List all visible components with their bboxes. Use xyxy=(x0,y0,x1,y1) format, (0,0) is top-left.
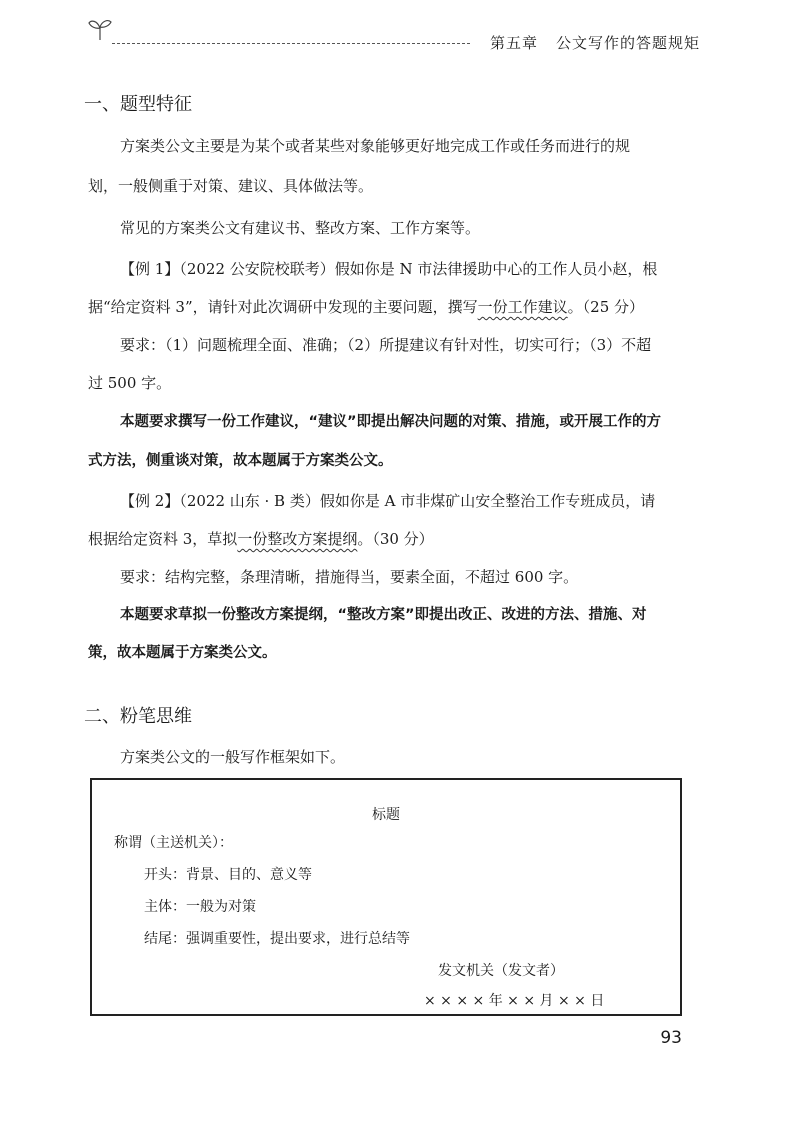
task-emphasis: 一份整改方案提纲 xyxy=(237,530,358,548)
requirement-line: 要求：（1）问题梳理全面、准确；（2）所提建议有针对性，切实可行；（3）不超 xyxy=(120,336,652,354)
header-rule xyxy=(112,43,470,44)
header-title xyxy=(490,32,700,53)
frame-date: × × × × 年 × × 月 × × 日 xyxy=(424,993,605,1009)
paragraph-line: 常见的方案类公文有建议书、整改方案、工作方案等。 xyxy=(120,219,481,237)
frame-title: 标题 xyxy=(372,807,400,823)
example-2-tag: 【例 2】 xyxy=(120,492,180,510)
section-heading-2: 二、粉笔思维 xyxy=(84,706,192,727)
frame-sender: 发文机关（发文者） xyxy=(438,963,564,979)
frame-ending: 结尾：强调重要性，提出要求，进行总结等 xyxy=(144,931,410,947)
chapter-title: 公文写作的答题规矩 xyxy=(555,34,700,52)
frame-body: 主体：一般为对策 xyxy=(144,899,256,915)
example-1-line: 据“给定资料 3”，请针对此次调研中发现的主要问题，撰写一份工作建议。（25 分） xyxy=(88,298,645,316)
running-header xyxy=(88,14,700,54)
frame-opening: 开头：背景、目的、意义等 xyxy=(144,867,312,883)
requirement-line: 过 500 字。 xyxy=(88,374,172,392)
analysis-line: 策，故本题属于方案类公文。 xyxy=(88,645,277,661)
analysis-line: 本题要求草拟一份整改方案提纲，“整改方案”即提出改正、改进的方法、措施、对 xyxy=(120,607,647,623)
requirement-line: 要求：结构完整，条理清晰，措施得当，要素全面，不超过 600 字。 xyxy=(120,568,579,586)
analysis-line: 本题要求撰写一份工作建议，“建议”即提出解决问题的对策、措施，或开展工作的方 xyxy=(120,414,662,430)
sprout-icon xyxy=(88,16,112,42)
section-heading-1: 一、题型特征 xyxy=(84,94,192,115)
example-2-line: 【例 2】（2022 山东 · B 类）假如你是 A 市非煤矿山安全整治工作专班成员，请 xyxy=(120,492,656,510)
example-2-line: 根据给定资料 3，草拟一份整改方案提纲。（30 分） xyxy=(88,530,434,548)
writing-framework-box xyxy=(90,778,682,1016)
chapter-label: 第五章 xyxy=(489,34,538,52)
example-1-tag: 【例 1】 xyxy=(120,260,180,278)
task-emphasis: 一份工作建议 xyxy=(477,298,568,316)
frame-salutation: 称谓（主送机关）： xyxy=(114,835,233,851)
example-1-line: 【例 1】（2022 公安院校联考）假如你是 N 市法律援助中心的工作人员小赵，根 xyxy=(120,260,658,278)
analysis-line: 式方法，侧重谈对策，故本题属于方案类公文。 xyxy=(88,453,393,469)
page-number: 93 xyxy=(660,1028,682,1048)
paragraph-line: 划，一般侧重于对策、建议、具体做法等。 xyxy=(88,177,374,195)
paragraph-line: 方案类公文主要是为某个或者某些对象能够更好地完成工作或任务而进行的规 xyxy=(120,137,631,155)
paragraph-line: 方案类公文的一般写作框架如下。 xyxy=(120,748,346,766)
